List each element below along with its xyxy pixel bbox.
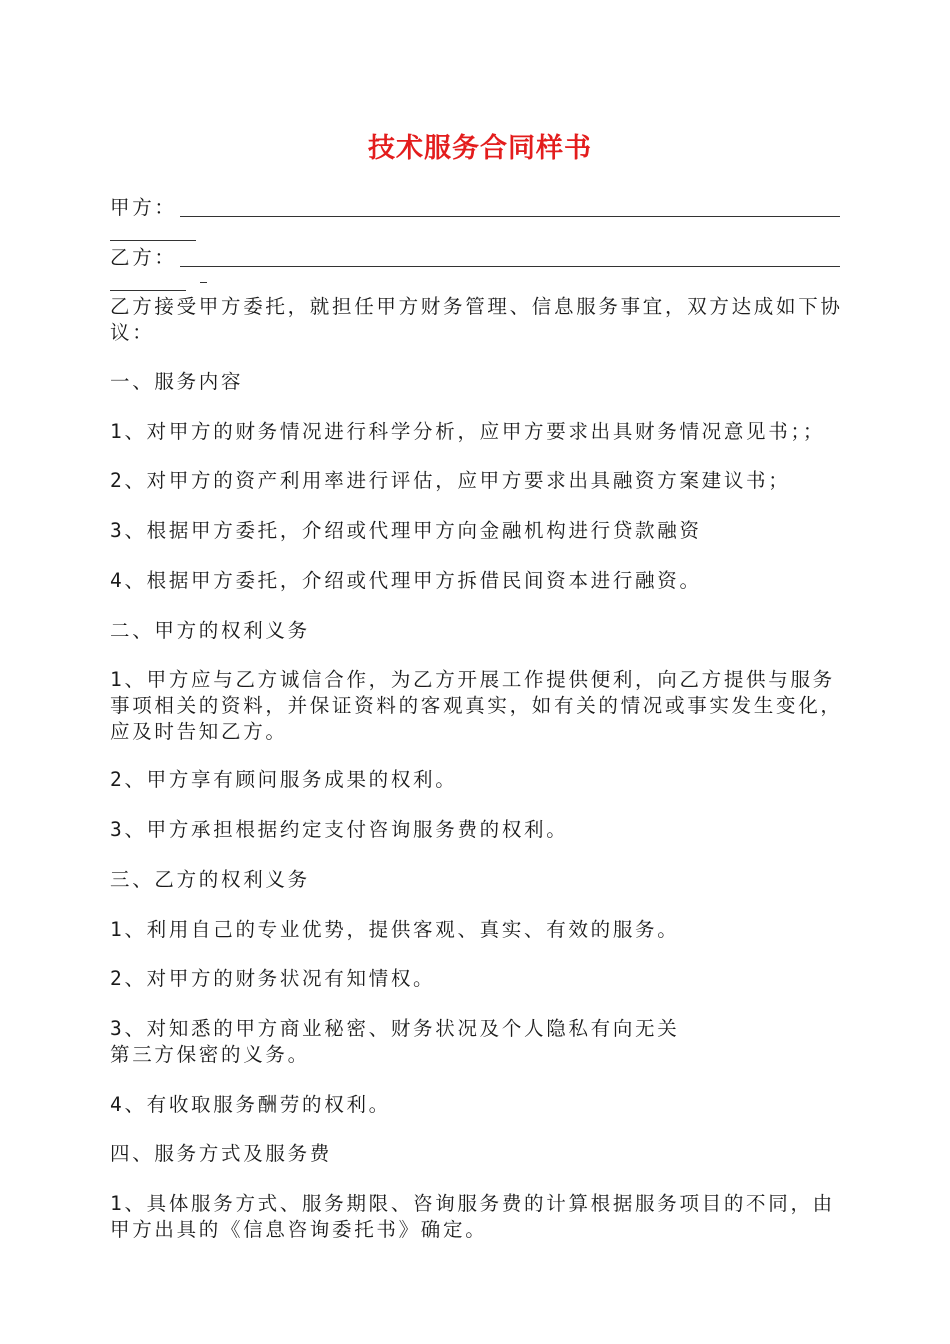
section-1-item-4: 4、根据甲方委托，介绍或代理甲方拆借民间资本进行融资。: [110, 569, 702, 592]
section-2-item-1: 1、甲方应与乙方诚信合作，为乙方开展工作提供便利，向乙方提供与服务事项相关的资料，并保证资料的客观真实，如有关的情况或事实发生变化，应及时告知乙方。: [110, 668, 843, 743]
section-1-heading: 一、服务内容: [110, 370, 244, 393]
section-3-item-1: 1、利用自己的专业优势，提供客观、真实、有效的服务。: [110, 918, 680, 941]
section-4-heading: 四、服务方式及服务费: [110, 1142, 333, 1165]
party-b-label: 乙方：: [110, 246, 177, 269]
section-1-item-3: 3、根据甲方委托，介绍或代理甲方向金融机构进行贷款融资: [110, 519, 702, 542]
section-2-item-3: 3、甲方承担根据约定支付咨询服务费的权利。: [110, 818, 569, 841]
section-4-item-1: 1、具体服务方式、服务期限、咨询服务费的计算根据服务项目的不同，由甲方出具的《信息咨询委托书》确定。: [110, 1192, 835, 1241]
document-title: 技术服务合同样书: [368, 133, 592, 164]
section-1-item-1: 1、对甲方的财务情况进行科学分析，应甲方要求出具财务情况意见书；；: [110, 420, 826, 443]
section-3-heading: 三、乙方的权利义务: [110, 868, 310, 891]
section-3-item-3-line-2: 第三方保密的义务。: [110, 1043, 310, 1066]
section-2-item-2: 2、甲方享有顾问服务成果的权利。: [110, 768, 458, 791]
section-3-item-2: 2、对甲方的财务状况有知情权。: [110, 967, 436, 990]
section-3-item-3-line-1: 3、对知悉的甲方商业秘密、财务状况及个人隐私有向无关: [110, 1017, 680, 1040]
section-3-item-4: 4、有收取服务酬劳的权利。: [110, 1093, 391, 1116]
section-2-heading: 二、甲方的权利义务: [110, 619, 310, 642]
party-a-underline: [180, 216, 840, 217]
party-a-underline-cont: [110, 240, 196, 241]
party-b-underline: [180, 266, 840, 267]
intro-paragraph: 乙方接受甲方委托，就担任甲方财务管理、信息服务事宜，双方达成如下协议：: [110, 295, 843, 344]
section-1-item-2: 2、对甲方的资产利用率进行评估，应甲方要求出具融资方案建议书；: [110, 469, 791, 492]
party-b-underline-cont: [110, 290, 186, 291]
party-a-label: 甲方：: [110, 196, 177, 219]
party-b-underline-dash: [200, 282, 207, 283]
